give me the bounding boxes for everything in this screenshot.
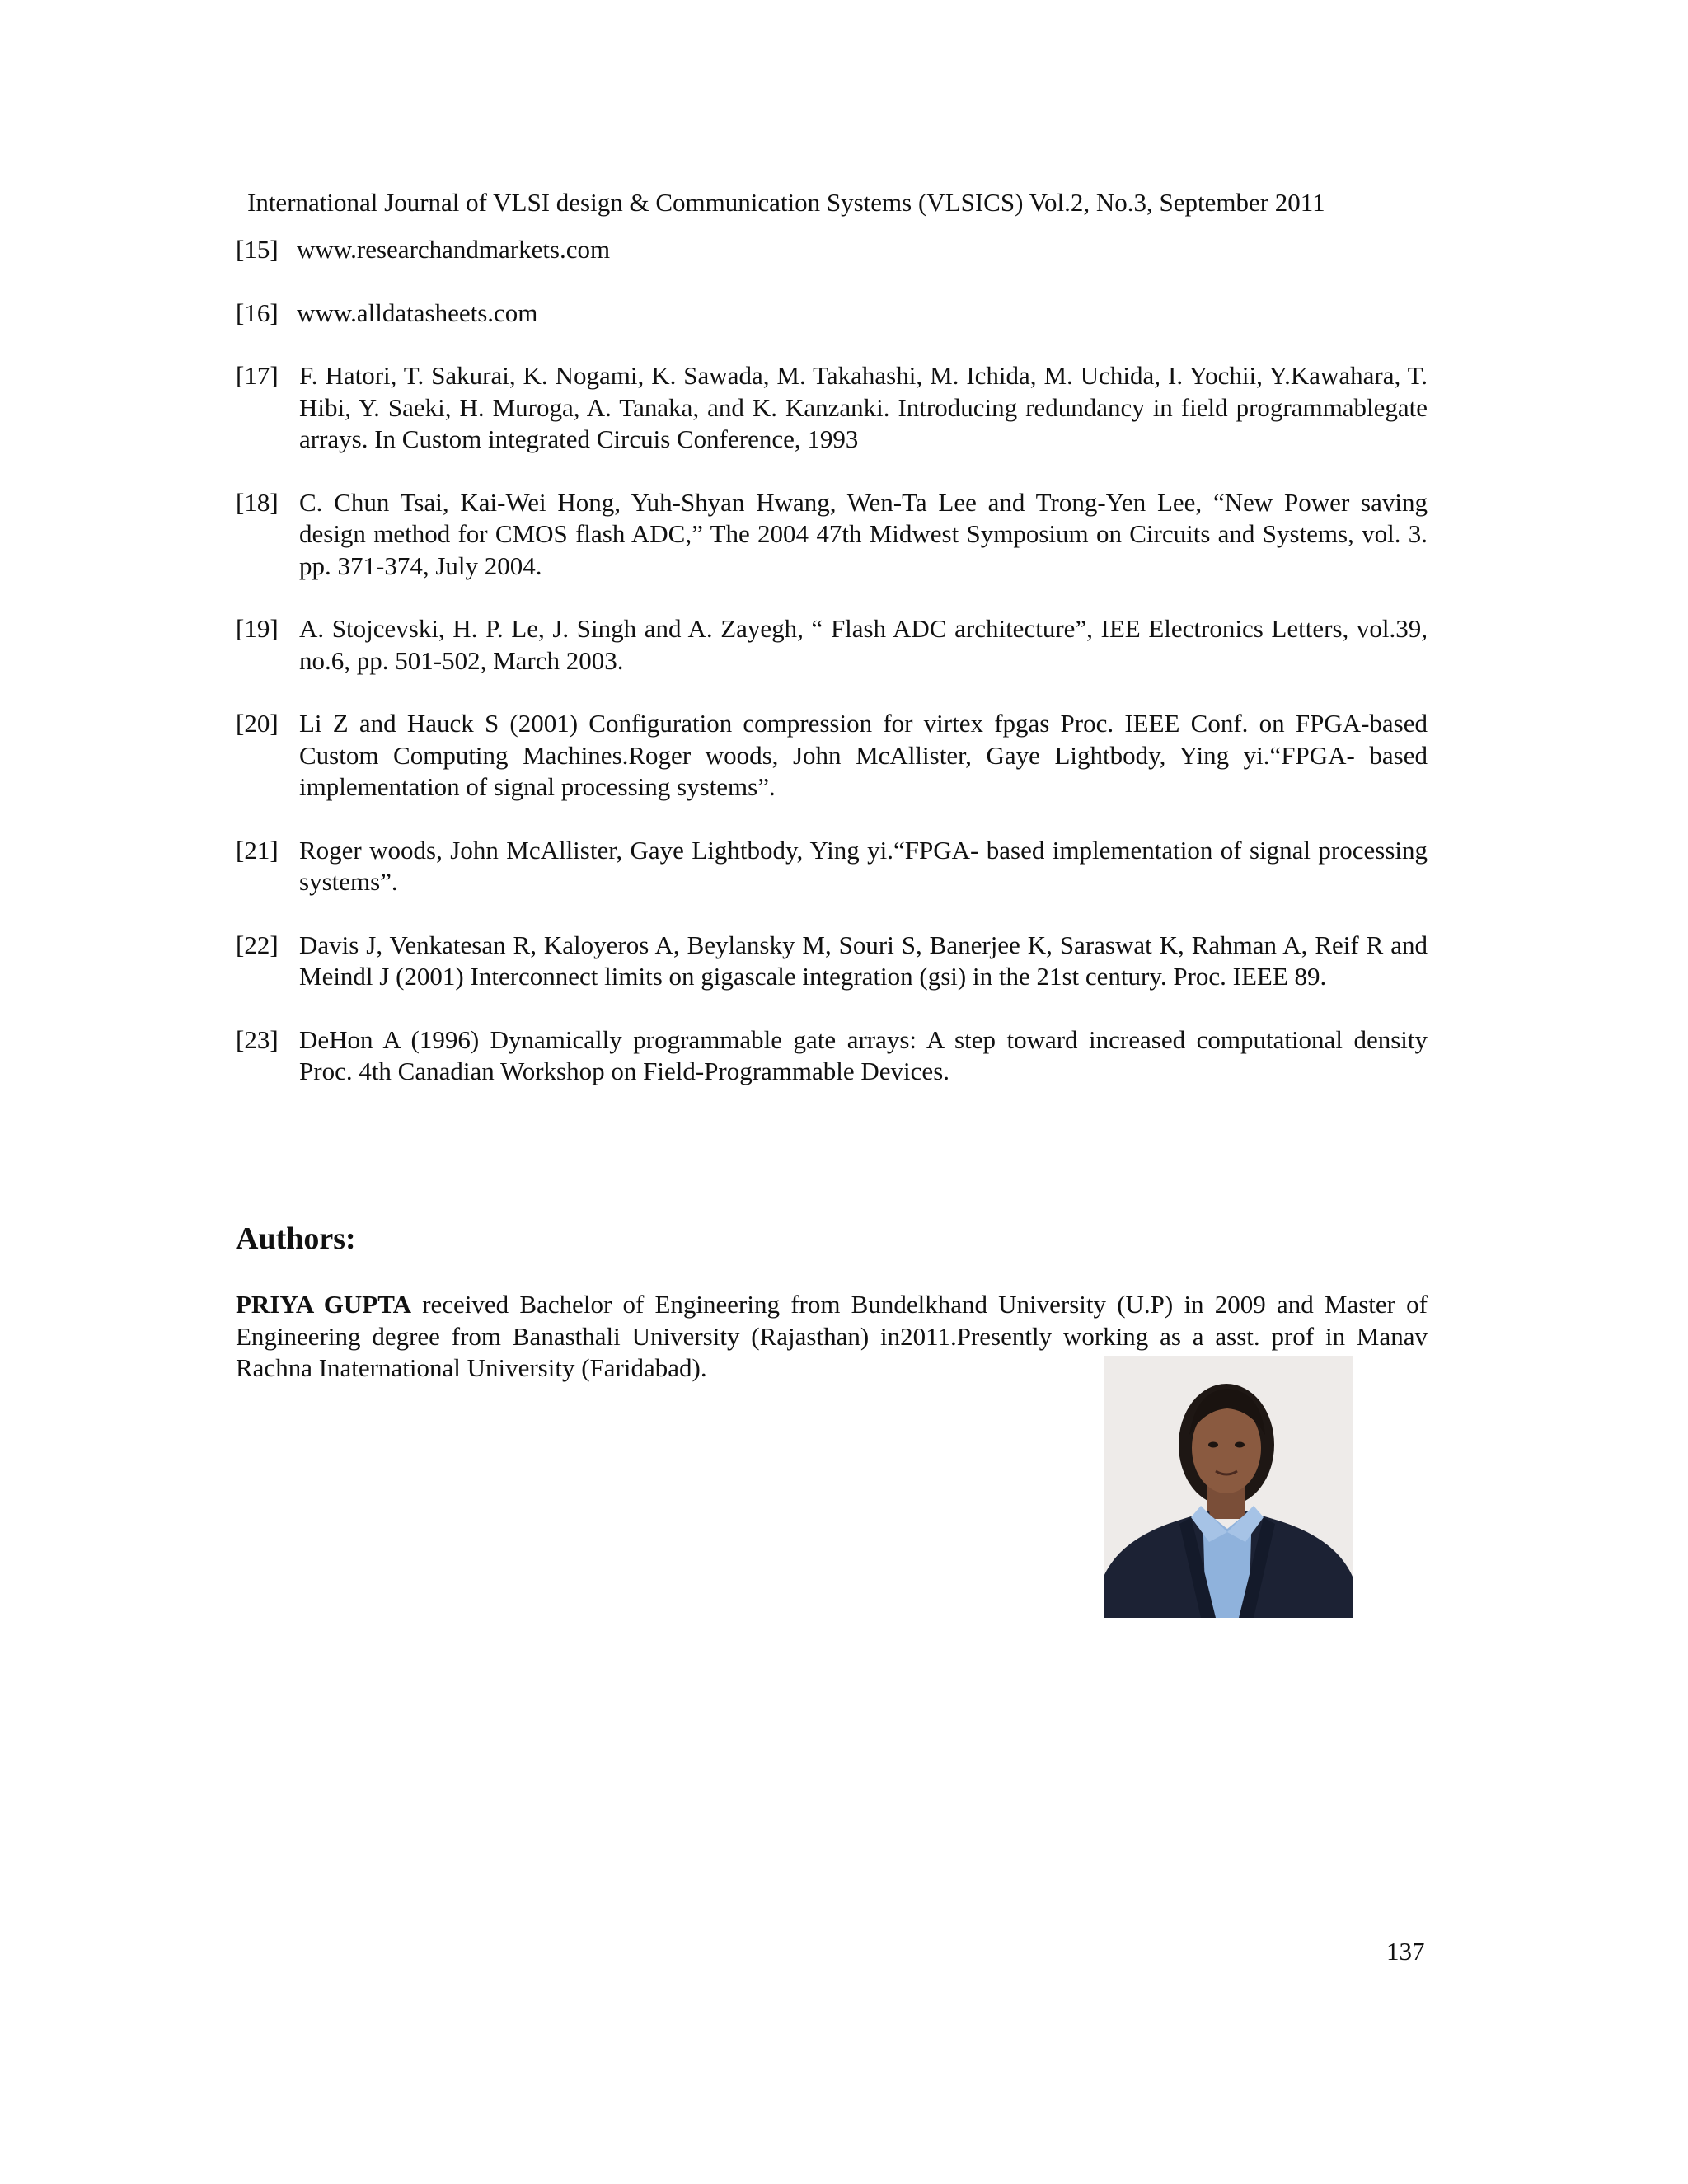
- reference-number: [21]: [236, 835, 279, 865]
- reference-text: Davis J, Venkatesan R, Kaloyeros A, Beylansky M, Souri S, Banerjee K, Saraswat K, Rahman A, Reif R and Meindl J (2001) Interconnect limits on gigascale integration (gsi) in the 21st century. Proc. IEEE 89.: [299, 930, 1428, 991]
- reference-text: F. Hatori, T. Sakurai, K. Nogami, K. Sawada, M. Takahashi, M. Ichida, M. Uchida, I. Yochii, Y.Kawahara, T. Hibi, Y. Saeki, H. Muroga, A. Tanaka, and K. Kanzanki. Introducing redundancy in field programmablegate arrays. In Custom integrated Circuis Conference, 1993: [299, 361, 1428, 453]
- reference-item: [236, 1024, 1428, 1088]
- reference-item: [236, 613, 1428, 677]
- reference-number: [22]: [236, 930, 279, 959]
- reference-text: Li Z and Hauck S (2001) Configuration compression for virtex fpgas Proc. IEEE Conf. on FPGA-based Custom Computing Machines.Roger woods, John McAllister, Gaye Lightbody, Ying yi.“FPGA- based implementation of signal processing systems”.: [299, 709, 1428, 801]
- author-bio-text: received Bachelor of Engineering from Bundelkhand University (U.P) in 2009 and Master of Engineering degree from Banasthali University (Rajasthan) in2011.Presently working as a asst. prof in Manav Rachna Inaternational University (Faridabad).: [236, 1290, 1428, 1382]
- reference-number: [23]: [236, 1024, 279, 1054]
- reference-text: A. Stojcevski, H. P. Le, J. Singh and A. Zayegh, “ Flash ADC architecture”, IEE Electronics Letters, vol.39, no.6, pp. 501-502, March 2003.: [299, 614, 1428, 675]
- reference-number: [17]: [236, 361, 279, 390]
- running-header: International Journal of VLSI design & Communication Systems (VLSICS) Vol.2, No.3, September 2011: [247, 188, 1325, 217]
- reference-number: [16]: [236, 298, 279, 327]
- reference-list: [236, 234, 1428, 1119]
- reference-item: [236, 360, 1428, 456]
- reference-item: [236, 930, 1428, 993]
- reference-number: [19]: [236, 614, 279, 643]
- reference-item: [236, 234, 1428, 266]
- reference-text: www.researchandmarkets.com: [297, 235, 611, 264]
- author-name: PRIYA GUPTA: [236, 1290, 412, 1319]
- reference-text: Roger woods, John McAllister, Gaye Lightbody, Ying yi.“FPGA- based implementation of signal processing systems”.: [299, 835, 1428, 896]
- reference-item: [236, 708, 1428, 804]
- reference-text: C. Chun Tsai, Kai-Wei Hong, Yuh-Shyan Hwang, Wen-Ta Lee and Trong-Yen Lee, “New Power saving design method for CMOS flash ADC,” The 2004 47th Midwest Symposium on Circuits and Systems, vol. 3. pp. 371-374, July 2004.: [299, 487, 1428, 580]
- author-photo: [1104, 1356, 1353, 1618]
- reference-number: [20]: [236, 709, 279, 738]
- reference-number: [18]: [236, 487, 279, 517]
- reference-text: DeHon A (1996) Dynamically programmable gate arrays: A step toward increased computational density Proc. 4th Canadian Workshop on Field-Programmable Devices.: [299, 1024, 1428, 1085]
- reference-item: [236, 835, 1428, 898]
- authors-heading: Authors:: [236, 1221, 356, 1256]
- reference-item: [236, 298, 1428, 330]
- reference-number: [15]: [236, 235, 279, 264]
- page-number: 137: [1386, 1937, 1425, 1966]
- reference-text: www.alldatasheets.com: [297, 298, 538, 327]
- reference-item: [236, 487, 1428, 583]
